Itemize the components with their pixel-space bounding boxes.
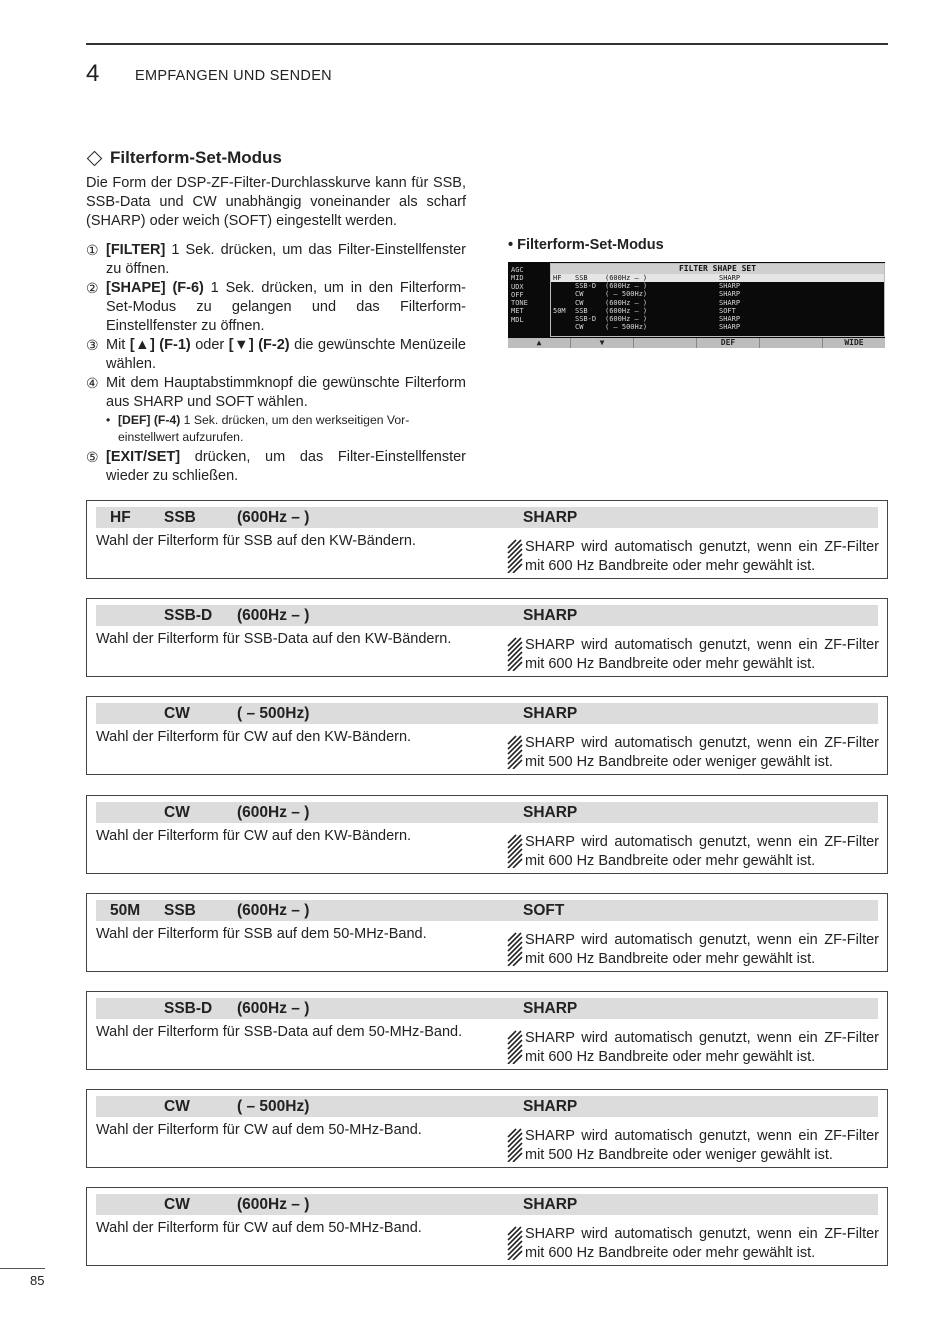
screen-row-mode: SSB bbox=[575, 306, 588, 315]
setting-description: Wahl der Filterform für SSB auf dem 50-MHz-Band. bbox=[96, 925, 427, 942]
screen-row-band bbox=[551, 315, 575, 323]
setting-note-text: SHARP wird automatisch genutzt, wenn ein ZF-Filter mit 500 Hz Bandbreite oder weniger gewählt ist. bbox=[525, 1128, 879, 1164]
screen-row-bw: (600Hz – ) bbox=[605, 282, 648, 291]
section-title: Filterform-Set-Modus bbox=[110, 148, 282, 167]
screen-row-mode: SSB-D bbox=[575, 282, 597, 291]
instruction-steps bbox=[86, 241, 466, 486]
setting-description: Wahl der Filterform für SSB-Data auf den KW-Bändern. bbox=[96, 631, 452, 648]
setting-header bbox=[96, 1194, 878, 1215]
hatched-note-icon bbox=[507, 834, 525, 874]
screen-rows bbox=[551, 274, 884, 331]
step-4: ④ Mit dem Hauptabstimmknopf die gewünschte Filterform aus SHARP und SOFT wählen. bbox=[86, 375, 466, 410]
screen-side-label: MID bbox=[511, 274, 524, 283]
screen-main-panel bbox=[550, 263, 885, 337]
setting-default-value: SHARP bbox=[523, 705, 578, 723]
screen-side-label: UDX bbox=[511, 282, 524, 291]
screen-row-band: HF bbox=[553, 274, 562, 282]
setting-bandwidth: (600Hz – ) bbox=[237, 901, 310, 919]
screen-side-label: TONE bbox=[511, 299, 528, 308]
setting-boxes bbox=[86, 500, 888, 1286]
setting-bandwidth: ( – 500Hz) bbox=[237, 705, 310, 723]
setting-default-value: SHARP bbox=[523, 509, 578, 526]
screen-row-band: 50M bbox=[553, 306, 566, 315]
setting-default-value: SHARP bbox=[523, 803, 578, 821]
setting-note bbox=[507, 931, 879, 972]
hatched-note-icon bbox=[507, 932, 525, 972]
function-key[interactable] bbox=[634, 338, 697, 348]
setting-default-value: SHARP bbox=[523, 1098, 578, 1116]
screen-row-bw: (600Hz – ) bbox=[605, 298, 648, 307]
screen-row-val: SOFT bbox=[719, 306, 736, 315]
screen-row-band bbox=[551, 299, 575, 307]
setting-note-text: SHARP wird automatisch genutzt, wenn ein ZF-Filter mit 600 Hz Bandbreite oder mehr gewählt ist. bbox=[525, 833, 879, 869]
setting-band: 50M bbox=[110, 901, 141, 919]
screen-row-mode: CW bbox=[575, 290, 584, 299]
setting-header bbox=[96, 802, 878, 823]
setting-header bbox=[96, 1096, 878, 1117]
screen-row[interactable] bbox=[551, 282, 884, 290]
screen-row-bw: (600Hz – ) bbox=[605, 306, 648, 315]
screen-row[interactable] bbox=[551, 307, 884, 315]
setting-description: Wahl der Filterform für CW auf den KW-Bändern. bbox=[96, 827, 412, 844]
intro-paragraph: Die Form der DSP-ZF-Filter-Durchlasskurve kann für SSB, SSB-Data und CW unabhängig voneinander als scharf (SHARP) oder weich (SOFT) eingestellt werden. bbox=[86, 175, 466, 230]
setting-box bbox=[86, 893, 888, 972]
setting-header bbox=[96, 998, 878, 1019]
setting-mode: SSB-D bbox=[164, 999, 213, 1017]
setting-mode: SSB bbox=[164, 901, 196, 919]
setting-note-text: SHARP wird automatisch genutzt, wenn ein ZF-Filter mit 600 Hz Bandbreite oder mehr gewählt ist. bbox=[525, 637, 879, 673]
diamond-icon bbox=[87, 150, 103, 166]
function-key[interactable]: ▲ bbox=[508, 338, 571, 348]
setting-bandwidth: (600Hz – ) bbox=[237, 1196, 310, 1214]
screen-side-label: MDL bbox=[511, 315, 524, 324]
screen-row-band bbox=[551, 323, 575, 331]
screen-row[interactable] bbox=[551, 299, 884, 307]
screen-row-bw: ( – 500Hz) bbox=[605, 290, 648, 299]
setting-note bbox=[507, 636, 879, 677]
setting-note-text: SHARP wird automatisch genutzt, wenn ein ZF-Filter mit 600 Hz Bandbreite oder mehr gewählt ist. bbox=[525, 1226, 879, 1262]
setting-header bbox=[96, 507, 878, 528]
screen-row-val: SHARP bbox=[719, 290, 741, 299]
setting-default-value: SOFT bbox=[523, 901, 565, 919]
hatched-note-icon bbox=[507, 1030, 525, 1070]
screen-row-band bbox=[551, 290, 575, 298]
setting-bandwidth: (600Hz – ) bbox=[237, 509, 310, 526]
setting-header bbox=[96, 605, 878, 626]
function-key[interactable]: ▼ bbox=[571, 338, 634, 348]
screen-row-mode: CW bbox=[575, 298, 584, 307]
hatched-note-icon bbox=[507, 637, 525, 677]
setting-mode: CW bbox=[164, 705, 190, 723]
screen-row-val: SHARP bbox=[719, 314, 741, 323]
setting-note-text: SHARP wird automatisch genutzt, wenn ein ZF-Filter mit 600 Hz Bandbreite oder mehr gewählt ist. bbox=[525, 931, 879, 967]
setting-note-text: SHARP wird automatisch genutzt, wenn ein ZF-Filter mit 600 Hz Bandbreite oder mehr gewählt ist. bbox=[525, 1029, 879, 1065]
hatched-note-icon bbox=[507, 1226, 525, 1266]
setting-description: Wahl der Filterform für CW auf den KW-Bändern. bbox=[96, 729, 412, 746]
setting-bandwidth: (600Hz – ) bbox=[237, 607, 310, 625]
step-1: ① [FILTER] 1 Sek. drücken, um das Filter-Einstellfenster zu öffnen. bbox=[86, 242, 466, 277]
page-number: 85 bbox=[30, 1273, 45, 1288]
setting-bandwidth: (600Hz – ) bbox=[237, 999, 310, 1017]
hatched-note-icon bbox=[507, 539, 525, 579]
setting-description: Wahl der Filterform für CW auf dem 50-MHz-Band. bbox=[96, 1220, 422, 1237]
screen-row-val: SHARP bbox=[719, 298, 741, 307]
setting-mode: CW bbox=[164, 1196, 190, 1214]
setting-mode: SSB bbox=[164, 509, 196, 526]
footer-rule bbox=[0, 1268, 45, 1269]
setting-box bbox=[86, 991, 888, 1070]
setting-box bbox=[86, 598, 888, 677]
header-rule bbox=[86, 43, 888, 45]
setting-box bbox=[86, 500, 888, 579]
step-2: ② [SHAPE] (F-6) 1 Sek. drücken, um in den Filterform-Set-Modus zu gelangen und das Filterform-Einstellfenster zu öffnen. bbox=[86, 280, 466, 334]
filter-shape-screen bbox=[508, 262, 885, 348]
screen-row[interactable] bbox=[551, 315, 884, 323]
setting-box bbox=[86, 696, 888, 775]
screen-function-keys bbox=[508, 338, 885, 348]
setting-note bbox=[507, 1225, 879, 1266]
screen-row-val: SHARP bbox=[719, 274, 741, 282]
setting-header bbox=[96, 703, 878, 724]
setting-mode: CW bbox=[164, 803, 190, 821]
function-key[interactable] bbox=[760, 338, 823, 348]
section-heading bbox=[86, 148, 282, 168]
step-5: ⑤ [EXIT/SET] drücken, um das Filter-Einstellfenster wieder zu schließen. bbox=[86, 449, 466, 484]
hatched-note-icon bbox=[507, 735, 525, 775]
function-key[interactable]: DEF bbox=[697, 338, 760, 348]
screen-row[interactable] bbox=[551, 274, 884, 282]
setting-bandwidth: ( – 500Hz) bbox=[237, 1098, 310, 1116]
setting-description: Wahl der Filterform für SSB-Data auf dem 50-MHz-Band. bbox=[96, 1023, 463, 1040]
setting-mode: CW bbox=[164, 1098, 190, 1116]
screen-row[interactable] bbox=[551, 290, 884, 298]
screen-row-band bbox=[551, 282, 575, 290]
screen-side-label: AGC bbox=[511, 266, 524, 274]
setting-bandwidth: (600Hz – ) bbox=[237, 803, 310, 821]
setting-note bbox=[507, 734, 879, 775]
screen-side-labels bbox=[511, 266, 547, 324]
screen-row-bw: ( – 500Hz) bbox=[605, 323, 648, 332]
chapter-title: EMPFANGEN UND SENDEN bbox=[135, 68, 332, 84]
screen-row-mode: SSB bbox=[575, 274, 588, 282]
setting-description: Wahl der Filterform für SSB auf den KW-Bändern. bbox=[96, 533, 416, 549]
step-3: ③ Mit [▲] (F-1) oder [▼] (F-2) die gewünschte Menüzeile wählen. bbox=[86, 337, 466, 372]
setting-note-text: SHARP wird automatisch genutzt, wenn ein ZF-Filter mit 500 Hz Bandbreite oder weniger gewählt ist. bbox=[525, 735, 879, 771]
chapter-number: 4 bbox=[86, 60, 100, 87]
setting-band: HF bbox=[110, 509, 131, 526]
setting-default-value: SHARP bbox=[523, 999, 578, 1017]
setting-default-value: SHARP bbox=[523, 607, 578, 625]
screen-row-bw: (600Hz – ) bbox=[605, 314, 648, 323]
screen-row-val: SHARP bbox=[719, 323, 741, 332]
setting-default-value: SHARP bbox=[523, 1196, 578, 1214]
setting-note bbox=[507, 538, 879, 579]
setting-note bbox=[507, 1029, 879, 1070]
screen-row-val: SHARP bbox=[719, 282, 741, 291]
substep-def: • [DEF] (F-4) 1 Sek. drücken, um den werkseitigen Voreinstellwert aufzurufen. bbox=[106, 413, 410, 444]
screen-row-mode: CW bbox=[575, 323, 584, 332]
screen-side-label: OFF bbox=[511, 290, 524, 299]
setting-box bbox=[86, 1187, 888, 1266]
screen-title: FILTER SHAPE SET bbox=[551, 264, 884, 274]
setting-mode: SSB-D bbox=[164, 607, 213, 625]
setting-note bbox=[507, 833, 879, 874]
screen-side-label: MET bbox=[511, 307, 524, 316]
setting-box bbox=[86, 795, 888, 874]
setting-header bbox=[96, 900, 878, 921]
screen-row-bw: (600Hz – ) bbox=[605, 274, 648, 282]
setting-note bbox=[507, 1127, 879, 1168]
screen-row[interactable] bbox=[551, 323, 884, 331]
setting-note-text: SHARP wird automatisch genutzt, wenn ein ZF-Filter mit 600 Hz Bandbreite oder mehr gewählt ist. bbox=[525, 539, 879, 574]
function-key[interactable]: WIDE bbox=[844, 338, 864, 347]
hatched-note-icon bbox=[507, 1128, 525, 1168]
setting-box bbox=[86, 1089, 888, 1168]
screen-row-mode: SSB-D bbox=[575, 314, 597, 323]
screen-caption: • Filterform-Set-Modus bbox=[508, 237, 664, 253]
setting-description: Wahl der Filterform für CW auf dem 50-MHz-Band. bbox=[96, 1122, 422, 1139]
